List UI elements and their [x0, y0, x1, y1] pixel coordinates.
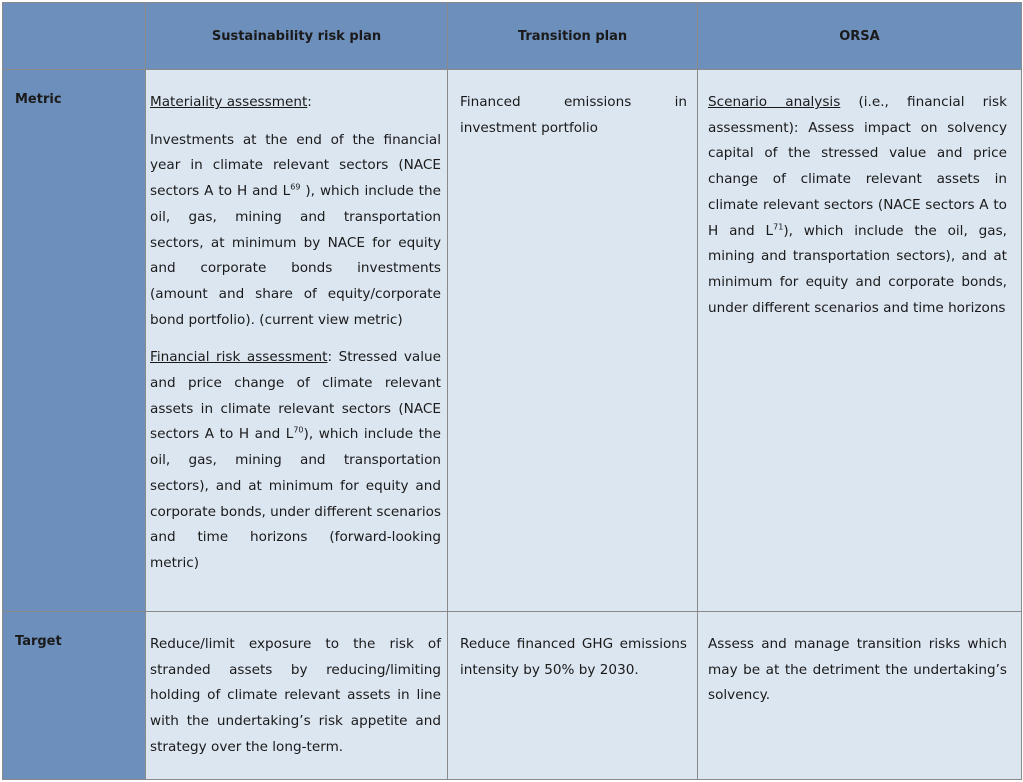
materiality-text-b: ), which include the oil, gas, mining and transportation sectors, at minimum by NACE for equity and corporate bonds investments (amount and share of equity/corporate bond portfolio). (current view metric) — [150, 183, 441, 328]
financial-risk-text-a: : Stressed value and price change of climate relevant assets in climate relevant sectors (NACE sectors A to H and L — [150, 349, 441, 443]
header-corner — [3, 3, 146, 70]
footnote-69: 69 — [290, 182, 301, 192]
metric-sustainability-cell — [146, 70, 448, 612]
header-sustainability-risk-plan: Sustainability risk plan — [146, 3, 448, 70]
scenario-analysis-title: Scenario analysis — [708, 94, 841, 110]
header-row — [3, 3, 1022, 70]
footnote-71: 71 — [773, 221, 784, 231]
header-transition-plan: Transition plan — [448, 3, 698, 70]
row-label-metric: Metric — [3, 70, 146, 612]
materiality-assessment-title: Materiality assessment — [150, 94, 308, 110]
materiality-colon: : — [307, 94, 312, 110]
target-orsa-cell: Assess and manage transition risks which may be at the detriment the undertaking’s solvency. — [698, 612, 1022, 780]
metric-financial-risk-text — [150, 345, 441, 576]
target-sustainability-cell: Reduce/limit exposure to the risk of stranded assets by reducing/limiting holding of climate relevant assets in line with the undertaking’s risk appetite and strategy over the long-term. — [146, 612, 448, 780]
row-label-target: Target — [3, 612, 146, 780]
metric-row — [3, 70, 1022, 612]
target-row — [3, 612, 1022, 780]
footnote-70: 70 — [293, 425, 304, 435]
metric-materiality-text — [150, 128, 441, 334]
metric-orsa-cell — [698, 70, 1022, 612]
orsa-metric-text-a: (i.e., financial risk assessment): Assess impact on solvency capital of the stressed value and price change of climate relevant assets in climate relevant sectors (NACE sectors A to H and L — [708, 94, 1007, 239]
metric-transition-cell: Financed emissions in investment portfolio — [448, 70, 698, 612]
target-transition-cell: Reduce financed GHG emissions intensity by 50% by 2030. — [448, 612, 698, 780]
metric-materiality-heading — [150, 90, 441, 116]
materiality-text-a: Investments at the end of the financial year in climate relevant sectors (NACE sectors A to H and L — [150, 131, 441, 200]
header-orsa: ORSA — [698, 3, 1022, 70]
financial-risk-assessment-title: Financial risk assessment — [150, 349, 328, 366]
financial-risk-text-b: ), which include the oil, gas, mining and transportation sectors), and at minimum for equity and corporate bonds, under different scenarios and time horizons (forward-looking metric) — [150, 426, 441, 571]
risk-metrics-table — [2, 2, 1022, 780]
orsa-metric-text-b: ), which include the oil, gas, mining and transportation sectors), and at minimum for equity and corporate bonds, under different scenarios and time horizons — [708, 222, 1008, 316]
